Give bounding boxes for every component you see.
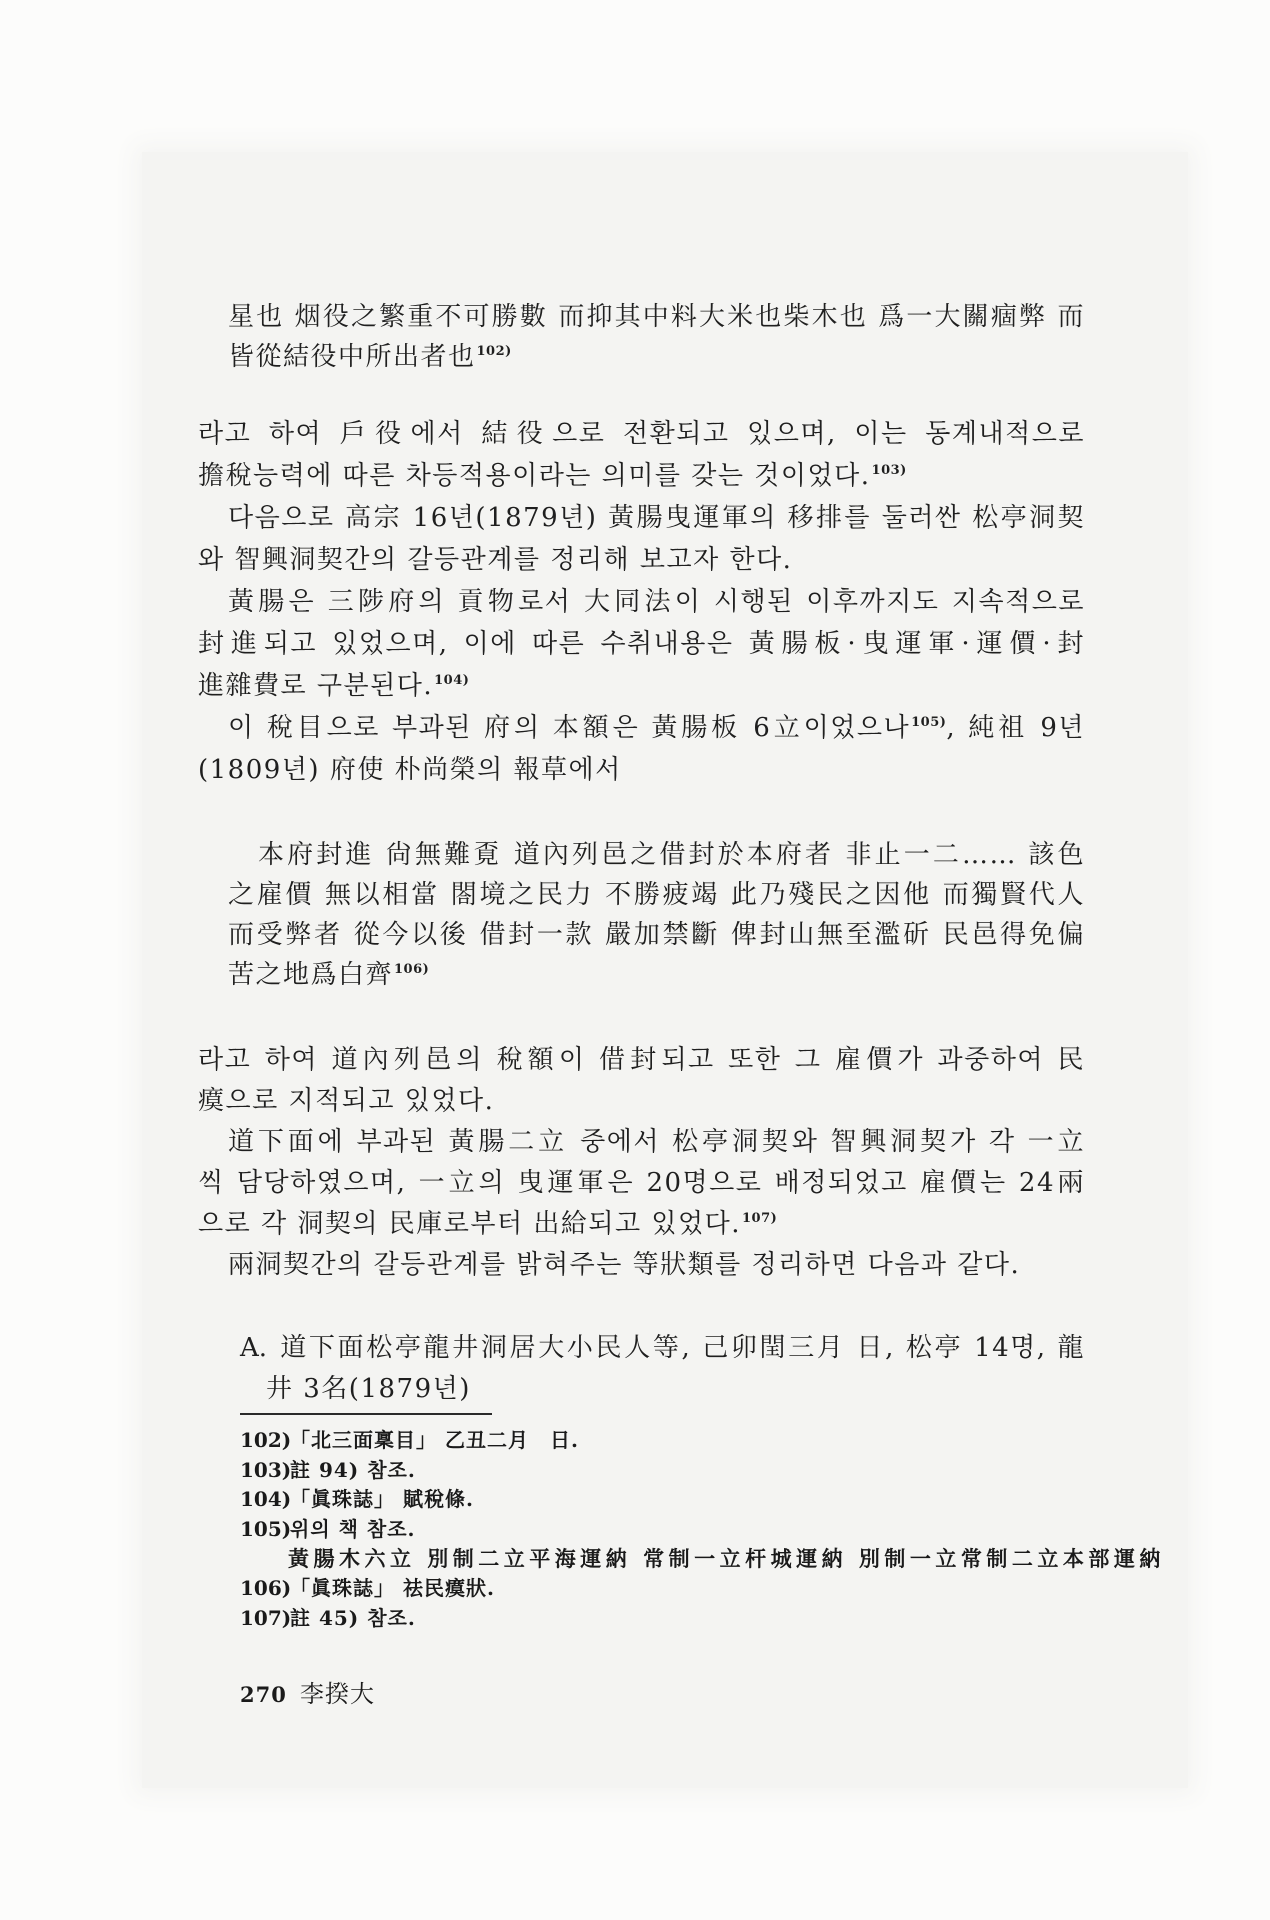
footnote-number: 103) xyxy=(240,1457,292,1482)
text-line xyxy=(198,1204,1085,1245)
footnote-text: 「北三面稟目」 乙丑二月 日. xyxy=(290,1428,579,1452)
footnote-number: 106) xyxy=(240,1575,292,1600)
paragraph xyxy=(198,1245,1085,1286)
quote-line: 而受弊者 從今以後 借封一款 嚴加禁斷 俾封山無至濫斫 民邑得免偏 xyxy=(228,920,1085,950)
quote-line: 本府封進 尙無難覔 道內列邑之借封於本府者 非止一二…… 該色 xyxy=(258,840,1085,870)
text-line xyxy=(198,707,1085,749)
footnote xyxy=(240,1456,1085,1486)
text-line: 兩洞契간의 갈등관계를 밝혀주는 等狀類를 정리하면 다음과 같다. xyxy=(228,1250,1021,1280)
footnote xyxy=(240,1604,1085,1634)
footnote-text: 위의 책 참조. xyxy=(290,1516,416,1541)
item-line xyxy=(240,1328,1085,1369)
footnote-number: 102) xyxy=(240,1428,292,1452)
quote-text: 苦之地爲白齊 xyxy=(228,960,394,990)
block-quote xyxy=(228,835,1085,995)
footnote-ref-106: 106) xyxy=(394,962,430,978)
paragraph xyxy=(198,707,1085,791)
paragraph xyxy=(198,497,1085,581)
footnote xyxy=(240,1515,1085,1545)
footnote-ref-107: 107) xyxy=(741,1211,778,1227)
line-text: 으로 각 洞契의 民庫로부터 出給되고 있었다. xyxy=(198,1209,741,1239)
line-text: 이 稅目으로 부과된 府의 本額은 黃腸板 6立이었으나 xyxy=(228,713,911,743)
text-line: 와 智興洞契간의 갈등관계를 정리해 보고자 한다. xyxy=(198,545,793,575)
text-line xyxy=(198,665,1085,707)
text-line: (1809년) 府使 朴尚榮의 報草에서 xyxy=(198,755,622,785)
quote-line xyxy=(228,337,1085,377)
body-text-lower xyxy=(198,1040,1085,1286)
paragraph xyxy=(198,1122,1085,1245)
line-text: 進雜費로 구분된다. xyxy=(198,671,434,701)
quote-line: 之雇價 無以相當 閤境之民力 不勝疲竭 此乃殘民之因他 而獨賢代人 xyxy=(228,880,1085,910)
paragraph xyxy=(198,413,1085,497)
page-footer xyxy=(240,1674,375,1709)
text-line: 黃腸은 三陟府의 貢物로서 大同法이 시행된 이후까지도 지속적으로 xyxy=(228,587,1085,617)
footnote-ref-103: 103) xyxy=(871,463,907,479)
quote-text: 皆從結役中所出者也 xyxy=(228,342,476,372)
line-text: , 純祖 9년 xyxy=(946,713,1086,743)
paragraph xyxy=(198,581,1085,707)
body-text-upper xyxy=(198,413,1085,791)
author-name: 李揆大 xyxy=(300,1680,375,1708)
footnote-text: 「眞珠誌」 賦稅條. xyxy=(290,1487,474,1512)
footnotes xyxy=(240,1426,1165,1633)
text-line: 다음으로 高宗 16년(1879년) 黃腸曳運軍의 移排를 둘러싼 松亭洞契 xyxy=(228,503,1085,533)
page-number: 270 xyxy=(240,1682,287,1707)
item-line: 井 3名(1879년) xyxy=(266,1374,471,1404)
item-label: A. xyxy=(240,1333,268,1363)
footnote-ref-104: 104) xyxy=(434,673,470,689)
quote-continuation xyxy=(228,297,1085,377)
footnote-continuation: 黃腸木六立 別制二立平海運納 常制一立杆城運納 別制一立常制二立本部運納 xyxy=(288,1546,1165,1572)
paragraph xyxy=(198,1040,1085,1122)
footnote-ref-105: 105) xyxy=(911,715,947,731)
footnote-number: 105) xyxy=(240,1516,292,1541)
footnote-number: 104) xyxy=(240,1487,292,1512)
text-line: 瘼으로 지적되고 있었다. xyxy=(198,1086,495,1116)
text-line xyxy=(198,455,1085,497)
footnote-text: 「眞珠誌」 祛民瘼狀. xyxy=(290,1575,495,1600)
quote-line xyxy=(228,955,1085,995)
text-line: 씩 담당하였으며, 一立의 曳運軍은 20명으로 배정되었고 雇價는 24兩 xyxy=(198,1168,1085,1198)
item-text: 道下面松亭龍井洞居大小民人等, 己卯閏三月 日, 松亭 14명, 龍 xyxy=(279,1333,1085,1363)
footnote-text: 註 94) 참조. xyxy=(290,1457,416,1482)
quote-line: 星也 烟役之繁重不可勝數 而抑其中料大米也柴木也 爲一大關痼弊 而 xyxy=(228,302,1085,332)
footnote xyxy=(240,1485,1085,1515)
footnote-ref-102: 102) xyxy=(476,344,512,360)
footnote xyxy=(240,1426,1085,1456)
footnote-number: 107) xyxy=(240,1605,292,1630)
footnote-text: 註 45) 참조. xyxy=(290,1605,416,1630)
text-line: 라고 하여 道內列邑의 稅額이 借封되고 또한 그 雇價가 과중하여 民 xyxy=(198,1045,1085,1075)
document-item-a xyxy=(240,1328,1085,1410)
text-line: 라고 하여 戶役에서 結役으로 전환되고 있으며, 이는 동계내적으로 xyxy=(198,419,1085,449)
text-line: 道下面에 부과된 黃腸二立 중에서 松亭洞契와 智興洞契가 각 一立 xyxy=(228,1127,1085,1157)
footnote xyxy=(240,1574,1085,1604)
line-text: 擔稅능력에 따른 차등적용이라는 의미를 갖는 것이었다. xyxy=(198,461,871,491)
text-line: 封進되고 있었으며, 이에 따른 수취내용은 黃腸板·曳運軍·運價·封 xyxy=(198,629,1085,659)
footnote-divider xyxy=(240,1413,492,1415)
